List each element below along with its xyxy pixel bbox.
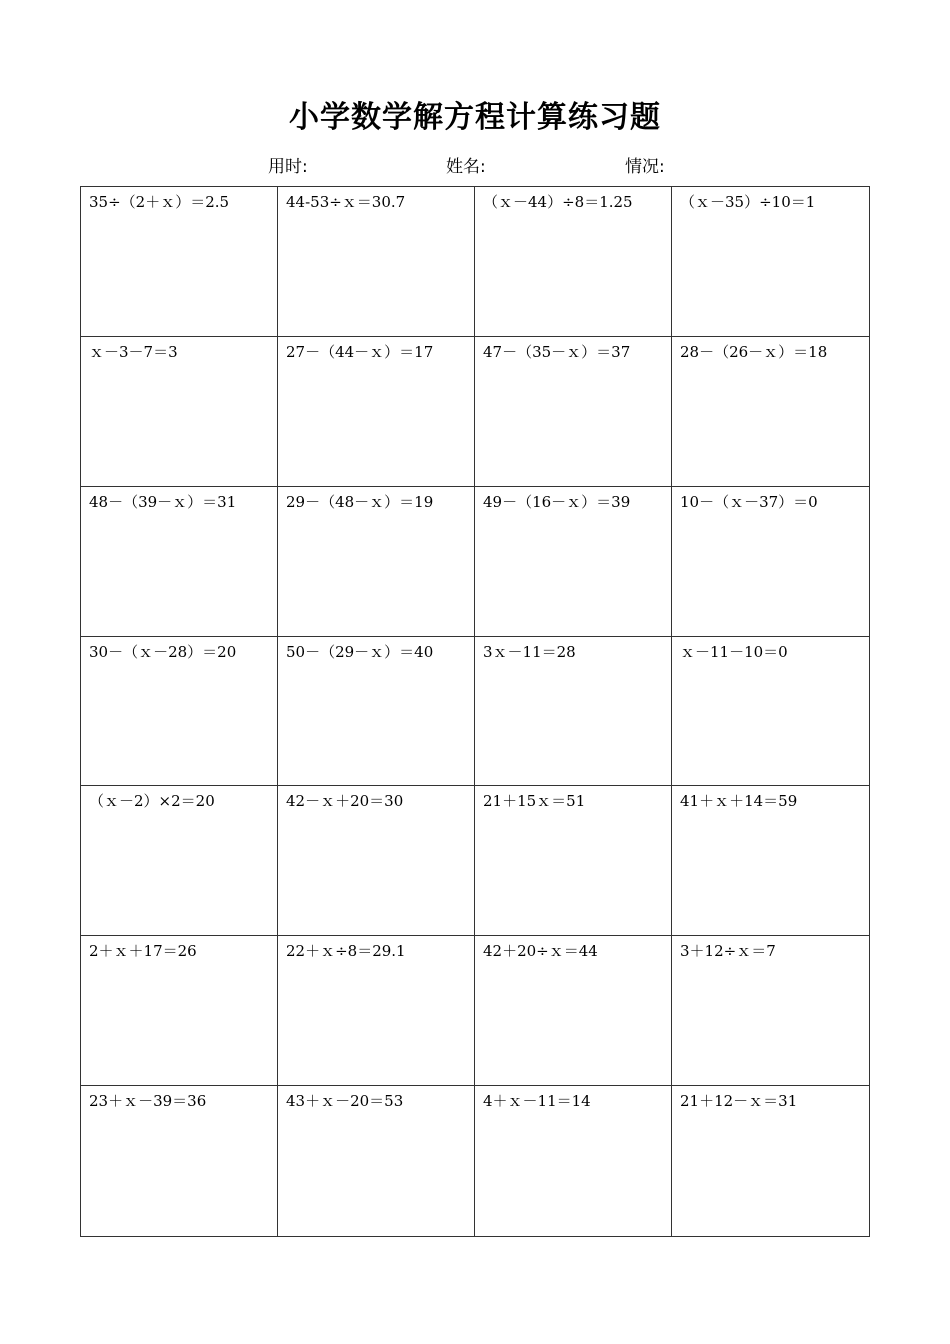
problem-cell: 48－（39－ｘ）＝31 — [81, 487, 278, 637]
status-label: 情况: — [625, 157, 665, 177]
problem-cell: 27－（44－ｘ）＝17 — [278, 337, 475, 487]
problem-cell: 10－（ｘ－37）＝0 — [672, 487, 869, 637]
page-title: 小学数学解方程计算练习题 — [289, 100, 661, 135]
problem-cell: 2＋ｘ＋17＝26 — [81, 936, 278, 1086]
problem-cell: 41＋ｘ＋14＝59 — [672, 786, 869, 936]
problem-cell: 42－ｘ＋20＝30 — [278, 786, 475, 936]
problem-cell: ｘ－11－10＝0 — [672, 637, 869, 787]
problem-cell: 21＋12－ｘ＝31 — [680, 1092, 798, 1111]
problem-cell: 3＋12÷ｘ＝7 — [672, 936, 869, 1086]
problem-cell: 50－（29－ｘ）＝40 — [278, 637, 475, 787]
problem-cell: 35÷（2＋ｘ）＝2.5 — [81, 187, 278, 337]
problem-cell: 23＋ｘ－39＝36 — [81, 1086, 278, 1236]
problem-grid — [80, 186, 870, 1237]
problem-cell: （ｘ－44）÷8＝1.25 — [475, 187, 672, 337]
problem-cell: 21＋15ｘ＝51 — [475, 786, 672, 936]
name-label: 姓名: — [446, 157, 486, 177]
problem-cell: （ｘ－2）×2＝20 — [81, 786, 278, 936]
problem-cell: 29－（48－ｘ）＝19 — [278, 487, 475, 637]
problem-cell: ｘ－3－7＝3 — [81, 337, 278, 487]
problem-cell: 3ｘ－11＝28 — [475, 637, 672, 787]
problem-cell: 47－（35－ｘ）＝37 — [475, 337, 672, 487]
problem-cell: 30－（ｘ－28）＝20 — [81, 637, 278, 787]
problem-cell: 4＋ｘ－11＝14 — [475, 1086, 672, 1236]
problem-cell: 49－（16－ｘ）＝39 — [475, 487, 672, 637]
time-label: 用时: — [268, 157, 308, 177]
problem-cell: 22＋ｘ÷8＝29.1 — [278, 936, 475, 1086]
problem-cell: 44-53÷ｘ＝30.7 — [278, 187, 475, 337]
problem-cell: 43＋ｘ－20＝53 — [278, 1086, 475, 1236]
problem-cell: （ｘ－35）÷10＝1 — [672, 187, 869, 337]
problem-cell: 42＋20÷ｘ＝44 — [475, 936, 672, 1086]
problem-cell: 28－（26－ｘ）＝18 — [672, 337, 869, 487]
